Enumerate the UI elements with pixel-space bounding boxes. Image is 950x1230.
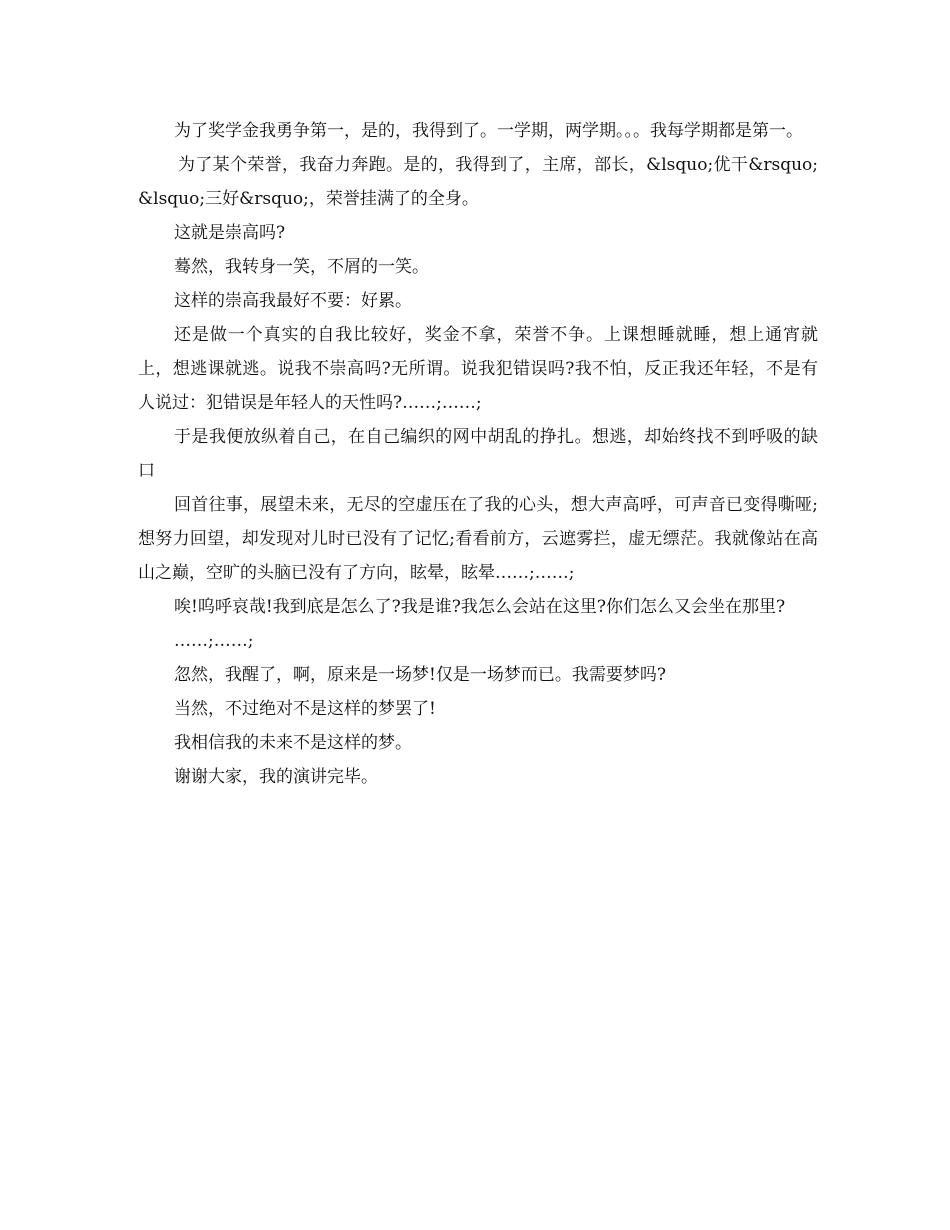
paragraph-scholarship: 为了奖学金我勇争第一，是的，我得到了。一学期，两学期。。。我每学期都是第一。 <box>174 121 803 141</box>
paragraph-look-back: 回首往事，展望未来，无尽的空虚压在了我的心头，想大声高呼，可声音已变得嘶哑;想努力回望，却发现对儿时已没有了记忆;看看前方，云遮雾拦，虚无缥茫。我就像站在高山之巅，空旷的头脑已没有了方向，眩晕，眩晕……;……; <box>138 495 818 583</box>
paragraph-awake: 忽然，我醒了，啊，原来是一场梦!仅是一场梦而已。我需要梦吗? <box>174 665 666 685</box>
paragraph-alas: 唉!呜呼哀哉!我到底是怎么了?我是谁?我怎么会站在这里?你们怎么又会坐在那里? <box>174 597 786 617</box>
paragraph-turn-smile: 蓦然，我转身一笑，不屑的一笑。 <box>174 257 429 277</box>
paragraph-of-course: 当然，不过绝对不是这样的梦罢了! <box>174 699 436 719</box>
paragraph-true-self: 还是做一个真实的自我比较好，奖金不拿，荣誉不争。上课想睡就睡，想上通宵就上，想逃课就逃。说我不崇高吗?无所谓。说我犯错误吗?我不怕，反正我还年轻，不是有人说过：犯错误是年轻人的天性吗?……;……; <box>138 325 818 413</box>
speech-body <box>138 114 818 794</box>
paragraph-believe-future: 我相信我的未来不是这样的梦。 <box>174 733 412 753</box>
paragraph-tired: 这样的崇高我最好不要：好累。 <box>174 291 412 311</box>
paragraph-indulge: 于是我便放纵着自己，在自己编织的网中胡乱的挣扎。想逃，却始终找不到呼吸的缺口 <box>138 427 818 481</box>
paragraph-thanks: 谢谢大家，我的演讲完毕。 <box>174 767 378 787</box>
paragraph-question-lofty: 这就是崇高吗? <box>174 223 286 243</box>
paragraph-honor: 为了某个荣誉，我奋力奔跑。是的，我得到了，主席，部长，&lsquo;优干&rsquo;&lsquo;三好&rsquo;，荣誉挂满了的全身。 <box>138 155 818 209</box>
paragraph-ellipsis: ……;……; <box>174 631 254 651</box>
